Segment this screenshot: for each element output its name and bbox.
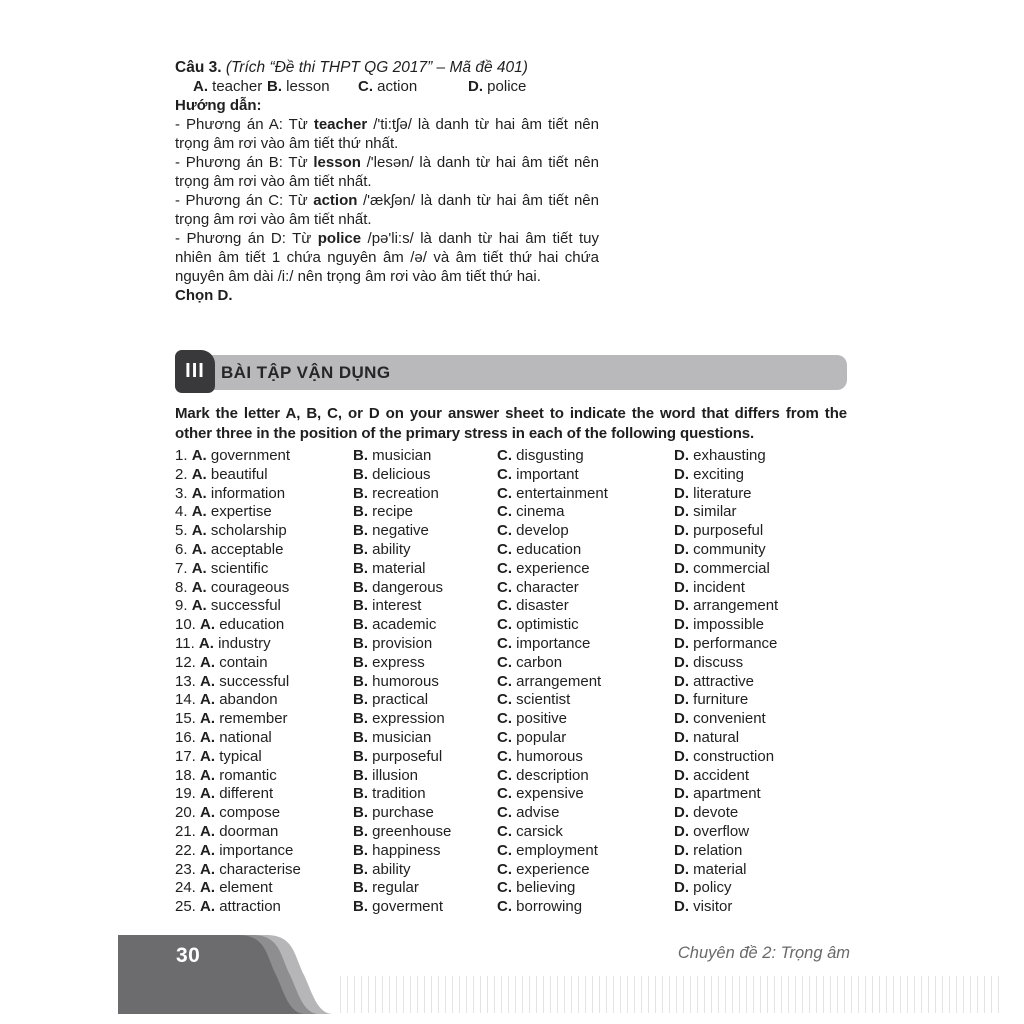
exercise-option-d: D. relation bbox=[674, 841, 743, 859]
exercise-option-a: 3. A. information bbox=[175, 484, 286, 502]
option-c bbox=[358, 77, 417, 96]
exercise-row bbox=[175, 635, 847, 654]
exercise-option-c: C. advise bbox=[497, 804, 560, 822]
exercise-option-b: B. goverment bbox=[353, 898, 444, 916]
exercise-option-c: C. positive bbox=[497, 710, 568, 728]
exercise-option-c: C. scientist bbox=[497, 691, 571, 709]
question-source: (Trích “Đề thi THPT QG 2017” – Mã đề 401) bbox=[225, 59, 528, 76]
option-word: lesson bbox=[286, 78, 330, 95]
exercise-option-b: B. greenhouse bbox=[353, 822, 452, 840]
page-curve-graphic bbox=[118, 935, 333, 1014]
exercise-option-d: D. natural bbox=[674, 728, 740, 746]
exercise-option-c: C. description bbox=[497, 766, 589, 784]
exercise-row bbox=[175, 691, 847, 710]
exercise-option-a: 12. A. contain bbox=[175, 653, 268, 671]
exercise-option-b: B. express bbox=[353, 653, 425, 671]
option-letter: D. bbox=[468, 78, 483, 95]
exercise-option-a: 17. A. typical bbox=[175, 747, 262, 765]
exercise-option-d: D. furniture bbox=[674, 691, 749, 709]
exercise-option-a: 5. A. scholarship bbox=[175, 522, 287, 540]
exercise-number: 5. bbox=[175, 522, 192, 540]
option-word: action bbox=[377, 78, 418, 95]
exercise-option-a: 20. A. compose bbox=[175, 804, 281, 822]
exercise-row bbox=[175, 804, 847, 823]
question-options bbox=[175, 77, 599, 96]
exercise-option-c: C. optimistic bbox=[497, 616, 579, 634]
exercise-row bbox=[175, 710, 847, 729]
section-title: BÀI TẬP VẬN DỤNG bbox=[221, 363, 391, 382]
exercise-option-a: 25. A. attraction bbox=[175, 898, 281, 916]
exercise-option-b: B. happiness bbox=[353, 841, 441, 859]
option-b bbox=[267, 77, 330, 96]
exercise-option-b: B. ability bbox=[353, 860, 411, 878]
exercise-option-b: B. purposeful bbox=[353, 747, 443, 765]
exercise-option-a: 9. A. successful bbox=[175, 597, 281, 615]
exercise-option-b: B. illusion bbox=[353, 766, 419, 784]
exercise-option-a: 22. A. importance bbox=[175, 841, 294, 859]
exercise-number: 20. bbox=[175, 804, 201, 822]
exercise-option-b: B. material bbox=[353, 559, 426, 577]
exercise-number: 7. bbox=[175, 559, 192, 577]
exercise-number: 6. bbox=[175, 540, 192, 558]
explanation-d: - Phương án D: Từ police /pə'li:s/ là danh từ hai âm tiết tuy nhiên âm tiết 1 chứa nguyên âm /ə/ và âm tiết thứ hai chứa nguyên âm dài /i:/ nên trọng âm rơi vào âm tiết thứ hai. bbox=[175, 230, 599, 285]
exercise-option-a: 10. A. education bbox=[175, 616, 285, 634]
exercise-option-c: C. education bbox=[497, 540, 582, 558]
exercise-option-d: D. convenient bbox=[674, 710, 766, 728]
exercise-row bbox=[175, 785, 847, 804]
exercise-option-b: B. tradition bbox=[353, 785, 426, 803]
exercise-option-a: 15. A. remember bbox=[175, 710, 288, 728]
exercise-number: 9. bbox=[175, 597, 192, 615]
exercise-row bbox=[175, 447, 847, 466]
exercise-option-b: B. humorous bbox=[353, 672, 439, 690]
exercise-number: 4. bbox=[175, 503, 192, 521]
page-number: 30 bbox=[176, 944, 201, 967]
exercise-row bbox=[175, 748, 847, 767]
exercise-option-b: B. purchase bbox=[353, 804, 434, 822]
exercise-option-c: C. cinema bbox=[497, 503, 565, 521]
exercise-option-b: B. expression bbox=[353, 710, 445, 728]
exercise-number: 22. bbox=[175, 841, 201, 859]
option-letter: A. bbox=[193, 78, 208, 95]
exercise-row bbox=[175, 541, 847, 560]
exercise-option-d: D. exhausting bbox=[674, 447, 766, 464]
option-a bbox=[193, 77, 262, 96]
exercise-option-d: D. accident bbox=[674, 766, 750, 784]
explanation-a: - Phương án A: Từ teacher /'ti:tʃə/ là danh từ hai âm tiết nên trọng âm rơi vào âm tiết thứ nhất. bbox=[175, 116, 599, 152]
exercise-option-b: B. negative bbox=[353, 522, 429, 540]
exercise-option-b: B. ability bbox=[353, 540, 411, 558]
exercise-option-a: 4. A. expertise bbox=[175, 503, 272, 521]
exercise-row bbox=[175, 579, 847, 598]
exercise-option-a: 14. A. abandon bbox=[175, 691, 278, 709]
exercise-option-d: D. discuss bbox=[674, 653, 744, 671]
exercise-number: 3. bbox=[175, 484, 192, 502]
exercise-option-a: 7. A. scientific bbox=[175, 559, 269, 577]
exercise-option-a: 1. A. government bbox=[175, 447, 291, 464]
exercise-option-c: C. believing bbox=[497, 879, 576, 897]
exercise-option-d: D. attractive bbox=[674, 672, 755, 690]
exercise-option-d: D. material bbox=[674, 860, 747, 878]
exercise-option-d: D. impossible bbox=[674, 616, 765, 634]
exercise-option-d: D. similar bbox=[674, 503, 737, 521]
exercise-row bbox=[175, 654, 847, 673]
exercise-option-c: C. borrowing bbox=[497, 898, 583, 916]
exercise-option-d: D. literature bbox=[674, 484, 752, 502]
exercise-option-b: B. dangerous bbox=[353, 578, 444, 596]
exercise-option-b: B. practical bbox=[353, 691, 429, 709]
exercise-option-a: 24. A. element bbox=[175, 879, 273, 897]
exercise-option-c: C. entertainment bbox=[497, 484, 608, 502]
exercise-option-c: C. carbon bbox=[497, 653, 563, 671]
exercise-option-d: D. purposeful bbox=[674, 522, 764, 540]
exercise-number: 1. bbox=[175, 447, 192, 464]
option-letter: B. bbox=[267, 78, 282, 95]
option-word: police bbox=[487, 78, 527, 95]
exercise-option-c: C. carsick bbox=[497, 822, 563, 840]
exercise-option-c: C. disgusting bbox=[497, 447, 584, 464]
exercise-option-c: C. employment bbox=[497, 841, 598, 859]
option-d bbox=[468, 77, 526, 96]
exercise-row bbox=[175, 466, 847, 485]
exercise-option-b: B. recipe bbox=[353, 503, 414, 521]
exercise-option-c: C. important bbox=[497, 465, 579, 483]
exercise-option-b: B. recreation bbox=[353, 484, 439, 502]
exercise-option-a: 19. A. different bbox=[175, 785, 274, 803]
exercise-option-d: D. community bbox=[674, 540, 766, 558]
exercise-row bbox=[175, 597, 847, 616]
exercise-row bbox=[175, 485, 847, 504]
question-title bbox=[175, 58, 599, 77]
section-banner bbox=[175, 355, 847, 390]
exercise-row bbox=[175, 522, 847, 541]
exercise-option-b: B. provision bbox=[353, 634, 433, 652]
exercise-number: 11. bbox=[175, 634, 199, 652]
exercise-option-d: D. overflow bbox=[674, 822, 750, 840]
exercise-number: 12. bbox=[175, 653, 201, 671]
exercise-number: 23. bbox=[175, 860, 201, 878]
chapter-label: Chuyên đề 2: Trọng âm bbox=[677, 944, 850, 962]
exercise-number: 14. bbox=[175, 691, 201, 709]
exercise-option-d: D. commercial bbox=[674, 559, 770, 577]
exercise-row bbox=[175, 861, 847, 880]
exercise-option-b: B. academic bbox=[353, 616, 437, 634]
exercise-option-a: 8. A. courageous bbox=[175, 578, 290, 596]
exercise-option-d: D. apartment bbox=[674, 785, 761, 803]
exercise-option-b: B. musician bbox=[353, 447, 432, 464]
exercise-list bbox=[175, 447, 847, 917]
exercise-number: 16. bbox=[175, 728, 201, 746]
exercise-option-c: C. experience bbox=[497, 860, 590, 878]
option-letter: C. bbox=[358, 78, 373, 95]
worked-example bbox=[175, 58, 599, 305]
exercise-option-b: B. delicious bbox=[353, 465, 431, 483]
answer-line: Chọn D. bbox=[175, 287, 233, 304]
exercise-option-d: D. policy bbox=[674, 879, 732, 897]
exercise-option-d: D. arrangement bbox=[674, 597, 779, 615]
exercise-instruction: Mark the letter A, B, C, or D on your answer sheet to indicate the word that differs from the other three in the position of the primary stress in each of the following questions. bbox=[175, 405, 847, 442]
exercise-row bbox=[175, 879, 847, 898]
exercise-option-a: 16. A. national bbox=[175, 728, 272, 746]
explanation-c: - Phương án C: Từ action /'ækʃən/ là danh từ hai âm tiết nên trọng âm rơi vào âm tiết nhất. bbox=[175, 192, 599, 228]
exercise-option-d: D. construction bbox=[674, 747, 775, 765]
exercise-row bbox=[175, 842, 847, 861]
exercise-row bbox=[175, 767, 847, 786]
exercise-option-b: B. musician bbox=[353, 728, 432, 746]
exercise-number: 19. bbox=[175, 785, 201, 803]
exercise-option-b: B. interest bbox=[353, 597, 422, 615]
exercise-number: 15. bbox=[175, 710, 201, 728]
exercise-row bbox=[175, 673, 847, 692]
exercise-option-b: B. regular bbox=[353, 879, 419, 897]
section-badge-icon: III bbox=[175, 350, 215, 393]
exercise-number: 18. bbox=[175, 766, 201, 784]
exercise-number: 13. bbox=[175, 672, 201, 690]
exercise-row bbox=[175, 560, 847, 579]
exercise-option-d: D. incident bbox=[674, 578, 745, 596]
exercise-option-c: C. arrangement bbox=[497, 672, 602, 690]
question-number: Câu 3. bbox=[175, 59, 222, 76]
guide-heading: Hướng dẫn: bbox=[175, 97, 262, 114]
exercise-option-a: 18. A. romantic bbox=[175, 766, 277, 784]
exercise-row bbox=[175, 729, 847, 748]
exercise-number: 17. bbox=[175, 747, 201, 765]
exercise-option-a: 6. A. acceptable bbox=[175, 540, 284, 558]
exercise-number: 2. bbox=[175, 465, 192, 483]
exercise-option-d: D. performance bbox=[674, 634, 778, 652]
exercise-option-d: D. visitor bbox=[674, 898, 733, 916]
exercise-row bbox=[175, 503, 847, 522]
exercise-row bbox=[175, 823, 847, 842]
exercise-option-a: 21. A. doorman bbox=[175, 822, 279, 840]
exercise-number: 21. bbox=[175, 822, 201, 840]
exercise-number: 10. bbox=[175, 616, 201, 634]
exercise-row bbox=[175, 898, 847, 917]
exercise-number: 8. bbox=[175, 578, 192, 596]
exercise-option-c: C. character bbox=[497, 578, 579, 596]
footer-line-pattern bbox=[340, 976, 1002, 1013]
exercise-option-c: C. disaster bbox=[497, 597, 569, 615]
exercise-option-c: C. expensive bbox=[497, 785, 584, 803]
exercise-option-d: D. exciting bbox=[674, 465, 745, 483]
exercise-number: 24. bbox=[175, 879, 201, 897]
exercise-number: 25. bbox=[175, 898, 201, 916]
exercise-option-c: C. humorous bbox=[497, 747, 583, 765]
option-word: teacher bbox=[212, 78, 263, 95]
content-column bbox=[175, 58, 847, 916]
exercise-option-c: C. experience bbox=[497, 559, 590, 577]
explanation-b: - Phương án B: Từ lesson /'lesən/ là danh từ hai âm tiết nên trọng âm rơi vào âm tiết nhất. bbox=[175, 154, 599, 190]
exercise-option-a: 11. A. industry bbox=[175, 634, 271, 652]
exercise-option-d: D. devote bbox=[674, 804, 739, 822]
exercise-row bbox=[175, 616, 847, 635]
exercise-option-a: 23. A. characterise bbox=[175, 860, 301, 878]
exercise-option-a: 2. A. beautiful bbox=[175, 465, 268, 483]
exercise-option-a: 13. A. successful bbox=[175, 672, 290, 690]
exercise-option-c: C. importance bbox=[497, 634, 591, 652]
exercise-option-c: C. develop bbox=[497, 522, 569, 540]
exercise-option-c: C. popular bbox=[497, 728, 567, 746]
